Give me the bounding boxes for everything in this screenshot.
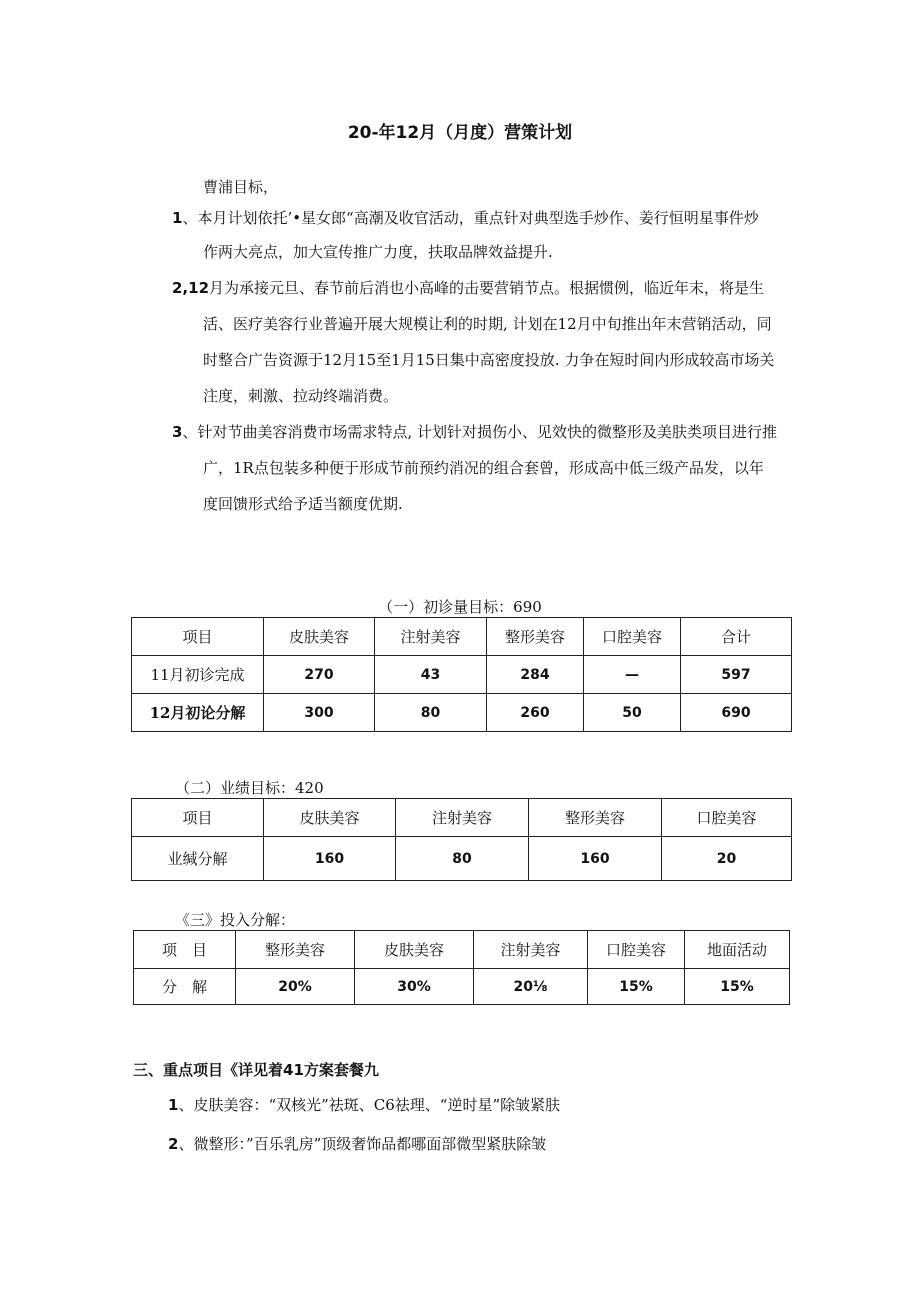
table-cell: 20⅛ (474, 969, 588, 1005)
table-header: 地面活动 (685, 931, 790, 969)
table-cell: 50 (584, 694, 681, 732)
table1-caption: （一）初诊量目标：690 (378, 598, 542, 616)
table-header: 项目 (132, 799, 264, 837)
table-cell: 15% (685, 969, 790, 1005)
item-text: 、微整形：”百乐乳房”顶级奢饰品都哪面部微型紧肤除皱 (178, 1135, 547, 1153)
item-number: 3 (172, 423, 183, 441)
table-cell: 80 (375, 694, 487, 732)
item-number: 1 (172, 209, 183, 227)
table-row (134, 969, 790, 1005)
item-line: 活、医疗美容行业普遍开展大规模让利的时期, 计划在12月中旬推出年末营销活动，同 (203, 315, 772, 333)
list-item (172, 415, 777, 449)
table2-caption: （二）业绩目标：420 (175, 779, 324, 797)
table-cell: 80 (396, 837, 529, 881)
item-number: 1 (168, 1096, 179, 1114)
table-header: 注射美容 (474, 931, 588, 969)
table-row (132, 837, 792, 881)
table-cell: 690 (681, 694, 792, 732)
table-cell: 20% (236, 969, 355, 1005)
table-row (132, 694, 792, 732)
table-cell: 20 (662, 837, 792, 881)
table-cell: 270 (264, 656, 375, 694)
table-cell: 11月初诊完成 (132, 656, 264, 694)
item-line: 月为承接元旦、春节前后消也小高峰的击要营销节点。根据惯例，临近年末，将是生 (209, 279, 765, 297)
item-line: 、本月计划依托’•星女郎“高潮及收官活动，重点针对典型选手炒作、姜行恒明星事件炒 (182, 209, 759, 227)
table-header: 整形美容 (236, 931, 355, 969)
table-cell: — (584, 656, 681, 694)
table-header: 皮肤美容 (355, 931, 474, 969)
table-header: 注射美容 (396, 799, 529, 837)
item-number: 2,12 (172, 279, 210, 297)
list-item (172, 201, 759, 235)
table3-caption: 《三》投入分解： (175, 911, 296, 929)
table-header: 项目 (132, 618, 264, 656)
table-cell: 30% (355, 969, 474, 1005)
table-cell: 160 (529, 837, 662, 881)
list-item (168, 1088, 560, 1122)
table-cell: 597 (681, 656, 792, 694)
table-cell: 284 (487, 656, 584, 694)
table-header: 整形美容 (529, 799, 662, 837)
table-header: 口腔美容 (662, 799, 792, 837)
table3 (133, 930, 790, 1005)
table-cell: 12月初论分解 (132, 694, 264, 732)
list-item (168, 1127, 546, 1161)
table-header: 项 目 (134, 931, 236, 969)
page-title: 20-年12月（月度）营策计划 (347, 123, 573, 143)
list-item (172, 271, 764, 305)
table2 (131, 798, 792, 881)
item-line: 时整合广告资源于12月15至1月15日集中高密度投放. 力争在短时间内形成较高市场关 (203, 351, 775, 369)
table-cell: 分 解 (134, 969, 236, 1005)
table-cell: 160 (264, 837, 396, 881)
section3-heading: 三、重点项目《详见着41方案套餐九 (133, 1061, 379, 1079)
section1-heading: 曹浦目标， (203, 178, 279, 196)
table-header: 皮肤美容 (264, 799, 396, 837)
table-header: 皮肤美容 (264, 618, 375, 656)
table-cell: 43 (375, 656, 487, 694)
item-text: 、皮肤美容：“双核光”祛斑、C6祛理、“逆时星”除皱紧肤 (178, 1096, 561, 1114)
table-header: 口腔美容 (584, 618, 681, 656)
item-line: 注度，刺激、拉动终端消费。 (203, 387, 399, 405)
item-line: 广，1R点包装多种便于形成节前预约消况的组合套曾，形成高中低三级产品发，以年 (203, 459, 764, 477)
table-cell: 260 (487, 694, 584, 732)
table-row (132, 656, 792, 694)
item-number: 2 (168, 1135, 179, 1153)
item-line: 、针对节曲美容消费市场需求特点, 计划针对损伤小、见效快的微整形及美肤类项目进行推 (182, 423, 777, 441)
table-header: 整形美容 (487, 618, 584, 656)
table-cell: 15% (588, 969, 685, 1005)
table1 (131, 617, 792, 732)
item-line: 作两大亮点，加大宣传推广力度，扶取品牌效益提升. (203, 243, 553, 261)
table-cell: 业缄分解 (132, 837, 264, 881)
table-header: 注射美容 (375, 618, 487, 656)
table-header: 合计 (681, 618, 792, 656)
table-cell: 300 (264, 694, 375, 732)
item-line: 度回馈形式给予适当额度优期. (203, 495, 403, 513)
table-header: 口腔美容 (588, 931, 685, 969)
